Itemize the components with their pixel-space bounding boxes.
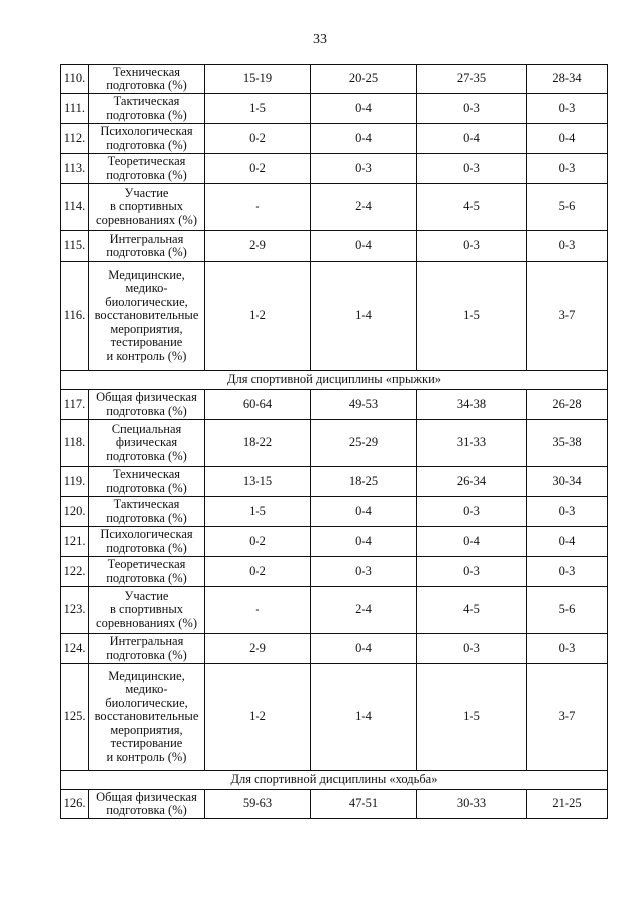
value-cell: 0-3 [417, 497, 527, 527]
row-number: 111. [61, 94, 89, 124]
value-cell: 0-4 [311, 231, 417, 262]
row-name-line: подготовка (%) [106, 403, 187, 418]
row-name-line: тестирование [110, 736, 183, 751]
table-row [61, 527, 608, 557]
value-cell: 0-4 [417, 527, 527, 557]
value-cell: 30-33 [417, 790, 527, 819]
row-name-line: Специальная [111, 421, 182, 436]
row-name-line: подготовка (%) [106, 647, 187, 662]
row-name-line: биологические, [105, 695, 188, 710]
value-cell: 0-4 [311, 94, 417, 124]
value-cell: 2-4 [311, 587, 417, 634]
row-name-line: восстановительные [94, 709, 199, 724]
row-name [89, 154, 205, 184]
row-name-line: Интегральная [109, 231, 184, 246]
row-name-line: Общая физическая [96, 789, 197, 804]
value-cell: 1-5 [417, 262, 527, 371]
value-cell: 1-4 [311, 262, 417, 371]
row-number: 117. [61, 390, 89, 420]
value-cell: 20-25 [311, 65, 417, 94]
value-cell: 15-19 [205, 65, 311, 94]
row-name-line: подготовка (%) [106, 510, 187, 525]
table-row [61, 790, 608, 819]
value-cell: 59-63 [205, 790, 311, 819]
value-cell: 0-3 [527, 634, 608, 664]
row-name-line: подготовка (%) [106, 167, 187, 182]
value-cell: 27-35 [417, 65, 527, 94]
table-row [61, 94, 608, 124]
row-number: 124. [61, 634, 89, 664]
value-cell: 0-4 [417, 124, 527, 154]
row-name-line: биологические, [105, 294, 188, 309]
value-cell: 21-25 [527, 790, 608, 819]
row-number: 112. [61, 124, 89, 154]
table-row [61, 587, 608, 634]
value-cell: 31-33 [417, 420, 527, 467]
row-number: 113. [61, 154, 89, 184]
value-cell: 47-51 [311, 790, 417, 819]
row-name [89, 664, 205, 771]
row-name-line: Медицинские, [108, 668, 185, 683]
row-name-line: подготовка (%) [106, 245, 187, 259]
value-cell: 34-38 [417, 390, 527, 420]
row-name-line: подготовка (%) [106, 803, 187, 817]
row-number: 115. [61, 231, 89, 262]
value-cell: 18-25 [311, 467, 417, 497]
table-row [61, 664, 608, 771]
value-cell: 1-5 [417, 664, 527, 771]
value-cell: 2-4 [311, 184, 417, 231]
value-cell: 0-4 [311, 527, 417, 557]
row-name [89, 420, 205, 467]
row-name-line: подготовка (%) [106, 540, 187, 555]
value-cell: 0-4 [311, 124, 417, 154]
value-cell: 0-2 [205, 557, 311, 587]
value-cell: 18-22 [205, 420, 311, 467]
table-row [61, 390, 608, 420]
value-cell: 0-4 [311, 497, 417, 527]
row-number: 121. [61, 527, 89, 557]
value-cell: 0-3 [417, 231, 527, 262]
row-name-line: мероприятия, [110, 722, 183, 737]
table-row [61, 262, 608, 371]
section-title: Для спортивной дисциплины «прыжки» [61, 371, 608, 390]
row-name-line: физическая [115, 435, 178, 450]
value-cell: 5-6 [527, 184, 608, 231]
row-name-line: Психологическая [100, 527, 193, 541]
value-cell: 0-3 [417, 557, 527, 587]
table-row [61, 124, 608, 154]
row-name-line: в спортивных [110, 199, 183, 214]
value-cell: 0-3 [527, 154, 608, 184]
row-name-line: Общая физическая [96, 390, 197, 404]
value-cell: 0-3 [311, 154, 417, 184]
value-cell: 0-3 [417, 154, 527, 184]
value-cell: 1-5 [205, 94, 311, 124]
value-cell: 0-2 [205, 154, 311, 184]
training-norms-table [60, 64, 608, 819]
row-name-line: подготовка (%) [106, 107, 187, 122]
value-cell: 0-4 [311, 634, 417, 664]
value-cell: 4-5 [417, 587, 527, 634]
row-name-line: Участие [124, 588, 169, 603]
row-name [89, 262, 205, 371]
value-cell: 1-4 [311, 664, 417, 771]
row-number: 119. [61, 467, 89, 497]
row-number: 126. [61, 790, 89, 819]
row-name-line: соревнованиях (%) [96, 212, 197, 227]
row-name-line: Психологическая [100, 124, 193, 138]
row-name-line: подготовка (%) [106, 78, 187, 92]
value-cell: - [205, 184, 311, 231]
value-cell: 0-2 [205, 527, 311, 557]
section-row [61, 771, 608, 790]
table-body [61, 65, 608, 819]
row-name [89, 634, 205, 664]
value-cell: 3-7 [527, 262, 608, 371]
table-row [61, 184, 608, 231]
table-row [61, 497, 608, 527]
row-name [89, 94, 205, 124]
row-name-line: мероприятия, [110, 321, 183, 336]
value-cell: 0-3 [417, 634, 527, 664]
value-cell: 26-34 [417, 467, 527, 497]
section-title: Для спортивной дисциплины «ходьба» [61, 771, 608, 790]
row-name-line: Техническая [112, 64, 181, 79]
row-number: 120. [61, 497, 89, 527]
value-cell: - [205, 587, 311, 634]
value-cell: 0-4 [527, 527, 608, 557]
row-name-line: Теоретическая [107, 557, 186, 571]
row-name-line: Теоретическая [107, 154, 186, 168]
value-cell: 1-2 [205, 664, 311, 771]
value-cell: 49-53 [311, 390, 417, 420]
row-name-line: подготовка (%) [106, 570, 187, 585]
table-row [61, 65, 608, 94]
row-name [89, 231, 205, 262]
row-name-line: подготовка (%) [106, 480, 187, 495]
row-number: 122. [61, 557, 89, 587]
row-name-line: подготовка (%) [106, 448, 187, 463]
value-cell: 0-3 [527, 497, 608, 527]
row-name-line: и контроль (%) [106, 749, 187, 764]
row-name-line: Техническая [112, 467, 181, 481]
value-cell: 26-28 [527, 390, 608, 420]
row-name-line: Тактическая [113, 94, 180, 108]
row-name-line: Тактическая [113, 497, 180, 511]
row-name-line: Интегральная [109, 634, 184, 648]
value-cell: 0-3 [527, 94, 608, 124]
value-cell: 60-64 [205, 390, 311, 420]
value-cell: 0-3 [311, 557, 417, 587]
value-cell: 0-4 [527, 124, 608, 154]
value-cell: 0-3 [527, 557, 608, 587]
row-name [89, 467, 205, 497]
table-row [61, 467, 608, 497]
row-name [89, 527, 205, 557]
value-cell: 0-3 [417, 94, 527, 124]
value-cell: 3-7 [527, 664, 608, 771]
row-name [89, 124, 205, 154]
value-cell: 30-34 [527, 467, 608, 497]
row-name-line: медико- [125, 682, 168, 697]
row-name-line: Участие [124, 185, 169, 200]
value-cell: 35-38 [527, 420, 608, 467]
row-name-line: соревнованиях (%) [96, 615, 197, 630]
value-cell: 1-5 [205, 497, 311, 527]
value-cell: 1-2 [205, 262, 311, 371]
row-name-line: в спортивных [110, 602, 183, 617]
section-row [61, 371, 608, 390]
row-name [89, 790, 205, 819]
row-name-line: и контроль (%) [106, 348, 187, 363]
value-cell: 28-34 [527, 65, 608, 94]
value-cell: 0-2 [205, 124, 311, 154]
row-name [89, 557, 205, 587]
value-cell: 13-15 [205, 467, 311, 497]
row-name [89, 184, 205, 231]
row-name [89, 497, 205, 527]
row-number: 118. [61, 420, 89, 467]
value-cell: 5-6 [527, 587, 608, 634]
row-name-line: восстановительные [94, 308, 199, 323]
row-number: 125. [61, 664, 89, 771]
row-number: 116. [61, 262, 89, 371]
value-cell: 2-9 [205, 231, 311, 262]
table-row [61, 634, 608, 664]
row-name [89, 587, 205, 634]
value-cell: 4-5 [417, 184, 527, 231]
row-name-line: медико- [125, 281, 168, 296]
row-name-line: тестирование [110, 335, 183, 350]
row-number: 114. [61, 184, 89, 231]
table-row [61, 557, 608, 587]
table-row [61, 154, 608, 184]
row-number: 110. [61, 65, 89, 94]
row-name [89, 390, 205, 420]
value-cell: 25-29 [311, 420, 417, 467]
value-cell: 0-3 [527, 231, 608, 262]
value-cell: 2-9 [205, 634, 311, 664]
table-row [61, 231, 608, 262]
row-name-line: подготовка (%) [106, 137, 187, 152]
table-row [61, 420, 608, 467]
row-number: 123. [61, 587, 89, 634]
row-name-line: Медицинские, [108, 267, 185, 282]
page-number: 33 [313, 32, 327, 47]
row-name [89, 65, 205, 94]
